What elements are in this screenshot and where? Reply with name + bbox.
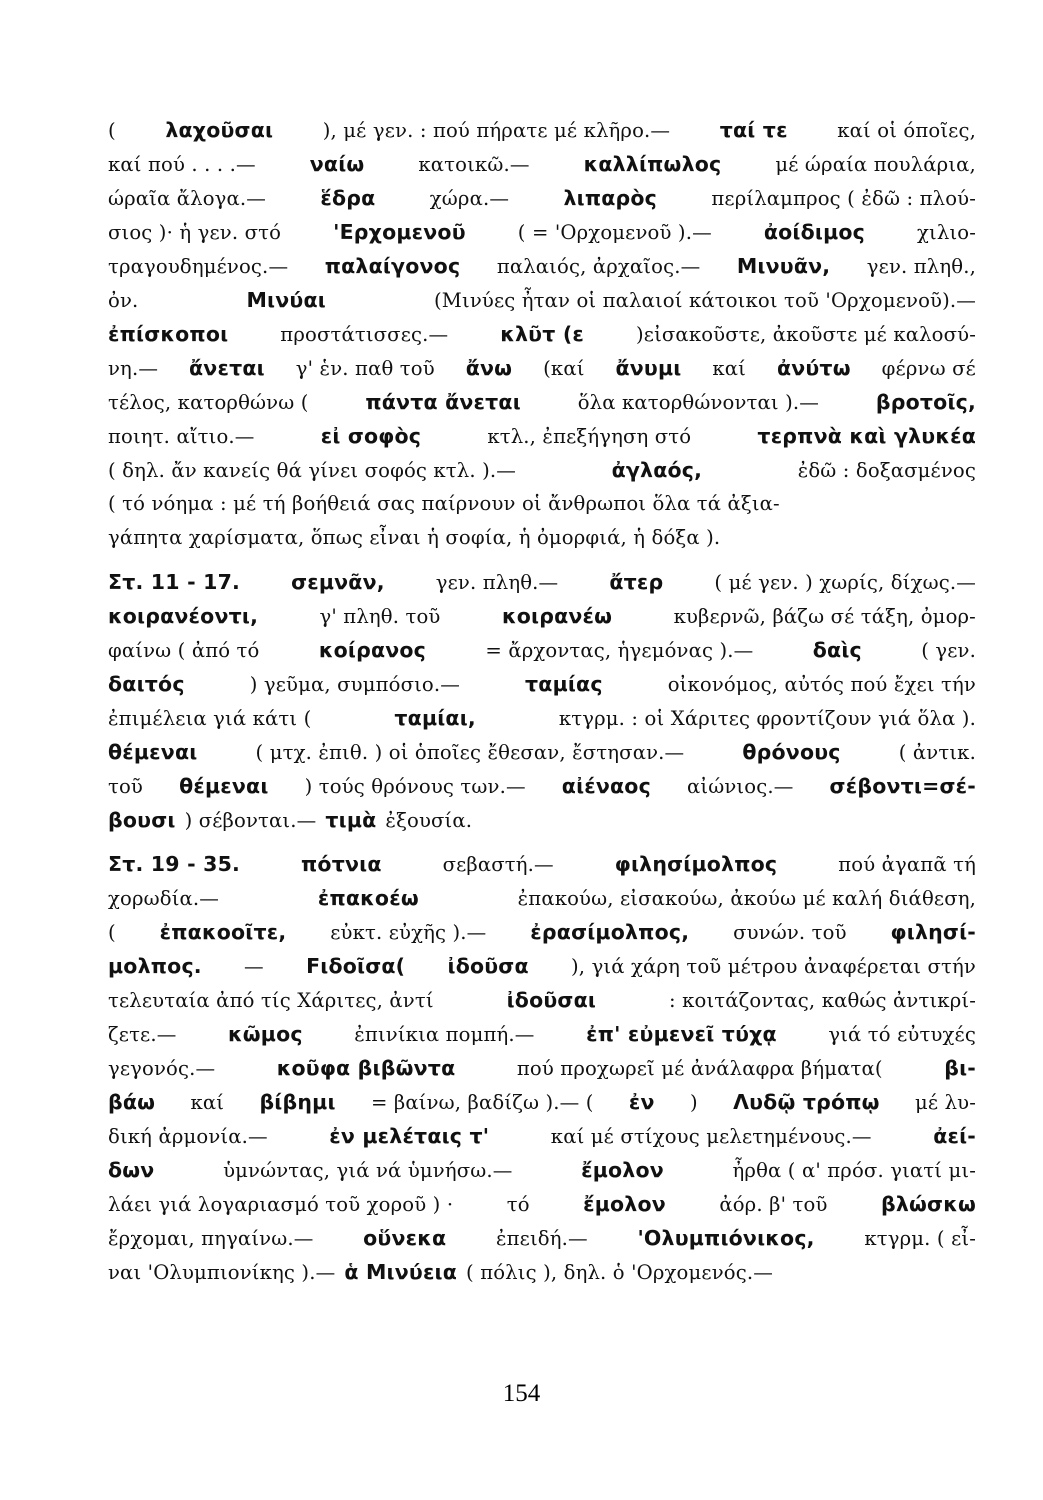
gloss-text: (καί [543,357,585,380]
gloss-text: οἰκονόμος, αὐτός πού ἔχει τήν [667,673,976,696]
lemma-term: 'Ερχομενοῦ [333,220,466,244]
gloss-text: φέρνω σέ [881,357,976,380]
gloss-text: τοῦ [108,775,143,798]
text-line [108,1090,976,1124]
lemma-term: ταί τε [719,118,788,142]
gloss-text: χώρα.— [429,187,510,210]
text-line [108,1158,976,1192]
text-line [108,118,976,152]
gloss-text: σεβαστή.— [442,853,554,876]
gloss-text: ώραῖα ἄλογα.— [108,187,267,210]
text-line [108,672,976,706]
gloss-text: γιά τό εὐτυχές [828,1023,976,1046]
gloss-text: )εἰσακοῦστε, ἀκοῦστε μέ καλοσύ- [635,323,976,346]
lemma-term: ἔμολον [581,1158,664,1182]
gloss-text: χορωδία.— [108,887,220,910]
text-line [108,852,976,886]
lemma-term: ταμίαι, [394,706,476,730]
lemma-term: ἄνω [465,356,513,380]
text-line [108,774,976,808]
gloss-text: ( [108,921,116,944]
gloss-text: ἦρθα ( α' πρόσ. γιατί μι- [732,1159,976,1182]
gloss-text: ( [108,119,116,142]
lemma-term: ἰδοῦσα [447,954,529,978]
gloss-text: νη.— [108,357,159,380]
text-line [108,740,976,774]
lemma-term: ναίω [309,152,365,176]
lemma-term: λαχοῦσαι [165,118,274,142]
text-line [108,492,976,526]
gloss-text: ἐδῶ : δοξασμένος [797,459,976,482]
gloss-text: κυβερνῶ, βάζω σέ τάξη, ὀμορ- [673,605,976,628]
text-line [108,458,976,492]
lemma-term: ἔμολον [583,1192,666,1216]
text-line [108,1226,976,1260]
gloss-text: ποιητ. αἴτιο.— [108,425,255,448]
gloss-text: αἰώνιος.— [687,775,794,798]
gloss-text: ( μτχ. ἐπιθ. ) οἱ ὁποῖες ἔθεσαν, ἔστησαν.— [255,741,685,764]
text-line [108,1022,976,1056]
lemma-term: Μινυᾶν, [736,254,831,278]
gloss-text: κτλ., ἐπεξήγηση στό [487,425,692,448]
paragraph-gap [108,560,976,570]
text-line [108,288,976,322]
text-line [108,254,976,288]
lemma-term: λιπαρὸς [563,186,658,210]
gloss-text: ἐπινίκια πομπή.— [354,1023,535,1046]
lemma-term: ἀεί- [933,1124,976,1148]
gloss-text: ( πόλις ), δηλ. ὁ 'Ορχομενός.— [466,1261,773,1284]
text-line [108,988,976,1022]
lemma-term: Μινύαι [246,288,326,312]
lemma-term: φιλησίμολπος [614,852,778,876]
lemma-term: δαὶς [812,638,862,662]
lemma-term: ἄνυμι [615,356,682,380]
gloss-text: ἀόρ. β' τοῦ [719,1193,828,1216]
text-line [108,886,976,920]
gloss-text: γάπητα χαρίσματα, ὅπως εἶναι ἡ σοφία, ἡ ὀμορφιά, ἡ δόξα ). [108,526,721,549]
gloss-text: περίλαμπρος ( ἐδῶ : πλού- [711,187,976,210]
lemma-term: μολπος. [108,954,202,978]
gloss-text: ζετε.— [108,1023,177,1046]
gloss-text: καί πού . . . .— [108,153,256,176]
gloss-text: ), μέ γεν. : πού πήρατε μέ κλῆρο.— [322,119,671,142]
lemma-term: κοιρανέω [501,604,613,628]
text-line [108,954,976,988]
lemma-term: ἐπακοοῖτε, [159,920,287,944]
gloss-text: (Μινύες ἦταν οἱ παλαιοί κάτοικοι τοῦ 'Ορχομενοῦ).— [433,289,976,312]
lemma-term: κλῦτ (ε [500,322,585,346]
lemma-term: δων [108,1158,155,1182]
paragraph [108,570,976,842]
lemma-term: ἁ Μινύεια [344,1260,458,1284]
lemma-term: κῶμος [228,1022,303,1046]
lemma-term: εἰ σοφὸς [320,424,422,448]
gloss-text: = βαίνω, βαδίζω ).— ( [370,1091,594,1114]
lemma-term: ἐπ' εὐμενεῖ τύχᾳ [586,1022,777,1046]
lemma-term: ταμίας [525,672,603,696]
gloss-text: κτγρμ. ( εἶ- [864,1227,976,1250]
lemma-term: ἄτερ [609,570,664,594]
gloss-text: ἔρχομαι, πηγαίνω.— [108,1227,314,1250]
lemma-term: θέμεναι [108,740,198,764]
gloss-text: γ' ἑν. παθ τοῦ [295,357,435,380]
gloss-text: φαίνω ( ἀπό τό [108,639,260,662]
text-line [108,424,976,458]
text-line [108,186,976,220]
paragraph-gap [108,842,976,852]
lemma-term: Στ. 11 - 17. [108,570,241,594]
lemma-term: φιλησί- [890,920,976,944]
text-line [108,1124,976,1158]
gloss-text: καί [190,1091,225,1114]
lemma-term: τερπνὰ καὶ γλυκέα [757,424,976,448]
gloss-text: τό [506,1193,530,1216]
gloss-text: ὅλα κατορθώνονται ).— [577,391,820,414]
gloss-text: ), γιά χάρη τοῦ μέτρου ἀναφέρεται στήν [571,955,976,978]
lemma-term: ἀνύτω [776,356,851,380]
gloss-text: — [244,955,264,978]
lemma-term: κοῦφα βιβῶντα [276,1056,456,1080]
lemma-term: πάντα ἄνεται [365,390,521,414]
text-line [108,356,976,390]
gloss-text: μέ λυ- [915,1091,976,1114]
gloss-text: κτγρμ. : οἱ Χάριτες φροντίζουν γιά ὅλα ). [558,707,976,730]
gloss-text: γεν. πληθ., [866,255,976,278]
lemma-term: παλαίγονος [324,254,461,278]
lemma-term: ἀοίδιμος [763,220,865,244]
gloss-text: προστάτισσες.— [280,323,449,346]
text-line [108,1056,976,1090]
text-line [108,152,976,186]
lemma-term: καλλίπωλος [583,152,722,176]
page-number: 154 [502,1380,541,1407]
gloss-text: γεγονός.— [108,1057,216,1080]
lemma-term: βίβημι [259,1090,336,1114]
lemma-term: ἐπακοέω [317,886,419,910]
lemma-term: ἐν μελέταις τ' [329,1124,490,1148]
lemma-term: κοιρανέοντι, [108,604,259,628]
lemma-term: σεμνᾶν, [291,570,385,594]
text-line [108,604,976,638]
lemma-term: ἀγλαός, [611,458,703,482]
gloss-text: μέ ώραία πουλάρια, [775,153,976,176]
gloss-text: ὑμνώντας, γιά νά ὑμνήσω.— [223,1159,513,1182]
gloss-text: εὐκτ. εὐχῆς ).— [330,921,487,944]
gloss-text: ( τό νόημα : μέ τή βοήθειά σας παίρνουν οἱ ἄνθρωποι ὅλα τά ἀξια- [108,492,780,515]
text-line [108,390,976,424]
lemma-term: βάω [108,1090,156,1114]
text-line [108,570,976,604]
lemma-term: ἐπίσκοποι [108,322,229,346]
gloss-text: ) γεῦμα, συμπόσιο.— [249,673,460,696]
lemma-term: αἰέναος [561,774,651,798]
lemma-term: Λυδῷ τρόπῳ [733,1090,880,1114]
lemma-term: δαιτός [108,672,185,696]
lemma-term: Στ. 19 - 35. [108,852,241,876]
gloss-text: : κοιτάζοντας, καθώς ἀντικρί- [668,989,976,1012]
lemma-term: ἐν [628,1090,655,1114]
gloss-text: πού ἀγαπᾶ τή [838,853,976,876]
lemma-term: ἐρασίμολπος, [530,920,690,944]
gloss-text: συνών. τοῦ [733,921,847,944]
gloss-text: παλαιός, ἀρχαῖος.— [496,255,701,278]
gloss-text: ναι 'Ολυμπιονίκης ).— [108,1261,336,1284]
text-line [108,638,976,672]
gloss-text: ( δηλ. ἄν κανείς θά γίνει σοφός κτλ. ).— [108,459,517,482]
gloss-text: ( γεν. [921,639,976,662]
gloss-text: ) [689,1091,698,1114]
gloss-text: ἐπιμέλεια γιά κάτι ( [108,707,312,730]
gloss-text: τραγουδημένος.— [108,255,289,278]
lemma-term: ἰδοῦσαι [506,988,597,1012]
gloss-text: ἐξουσία. [385,809,473,832]
text-line [108,808,976,842]
gloss-text: τελευταία ἀπό τίς Χάριτες, ἀντί [108,989,434,1012]
gloss-text: καί οἱ όποῖες, [837,119,976,142]
text-line [108,920,976,954]
lemma-term: βουσι [108,808,176,832]
commentary-text [108,118,976,1294]
gloss-text: = ἄρχοντας, ἡγεμόνας ).— [485,639,754,662]
lemma-term: βλώσκω [880,1192,976,1216]
gloss-text: πού προχωρεῖ μέ ἀνάλαφρα βήματα( [516,1057,883,1080]
lemma-term: 'Ολυμπιόνικος, [637,1226,815,1250]
gloss-text: ( = 'Ορχομενοῦ ).— [517,221,712,244]
gloss-text: καί [712,357,746,380]
lemma-term: κοίρανος [318,638,427,662]
lemma-term: οὕνεκα [363,1226,447,1250]
paragraph [108,852,976,1294]
gloss-text: ( ἀντικ. [898,741,976,764]
text-line [108,322,976,356]
gloss-text: δική ἁρμονία.— [108,1125,268,1148]
text-line [108,706,976,740]
gloss-text: ) σέβονται.— [184,809,317,832]
gloss-text: χιλιο- [917,221,976,244]
gloss-text: ) τούς θρόνους των.— [304,775,526,798]
lemma-term: βι- [944,1056,976,1080]
text-line [108,526,976,560]
gloss-text: ἐπειδή.— [495,1227,588,1250]
gloss-text: ( μέ γεν. ) χωρίς, δίχως.— [714,571,976,594]
lemma-term: Fιδοῖσα( [306,954,406,978]
text-line [108,1192,976,1226]
lemma-term: ἕδρα [320,186,376,210]
gloss-text: γεν. πληθ.— [435,571,559,594]
paragraph [108,118,976,560]
gloss-text: ὀν. [108,289,139,312]
text-line [108,1260,976,1294]
lemma-term: τιμὰ [325,808,377,832]
gloss-text: τέλος, κατορθώνω ( [108,391,309,414]
lemma-term: θρόνους [742,740,841,764]
lemma-term: πότνια [301,852,382,876]
text-line [108,220,976,254]
gloss-text: γ' πληθ. τοῦ [319,605,441,628]
lemma-term: σέβοντι=σέ- [829,774,976,798]
gloss-text: καί μέ στίχους μελετημένους.— [550,1125,872,1148]
lemma-term: βροτοῖς, [875,390,976,414]
lemma-term: θέμεναι [179,774,269,798]
gloss-text: κατοικῶ.— [418,153,530,176]
gloss-text: σιος )· ἡ γεν. στό [108,221,282,244]
gloss-text: ἐπακούω, εἰσακούω, ἀκούω μέ καλή διάθεση, [517,887,976,910]
gloss-text: λάει γιά λογαριασμό τοῦ χοροῦ ) · [108,1193,454,1216]
lemma-term: ἄνεται [189,356,265,380]
